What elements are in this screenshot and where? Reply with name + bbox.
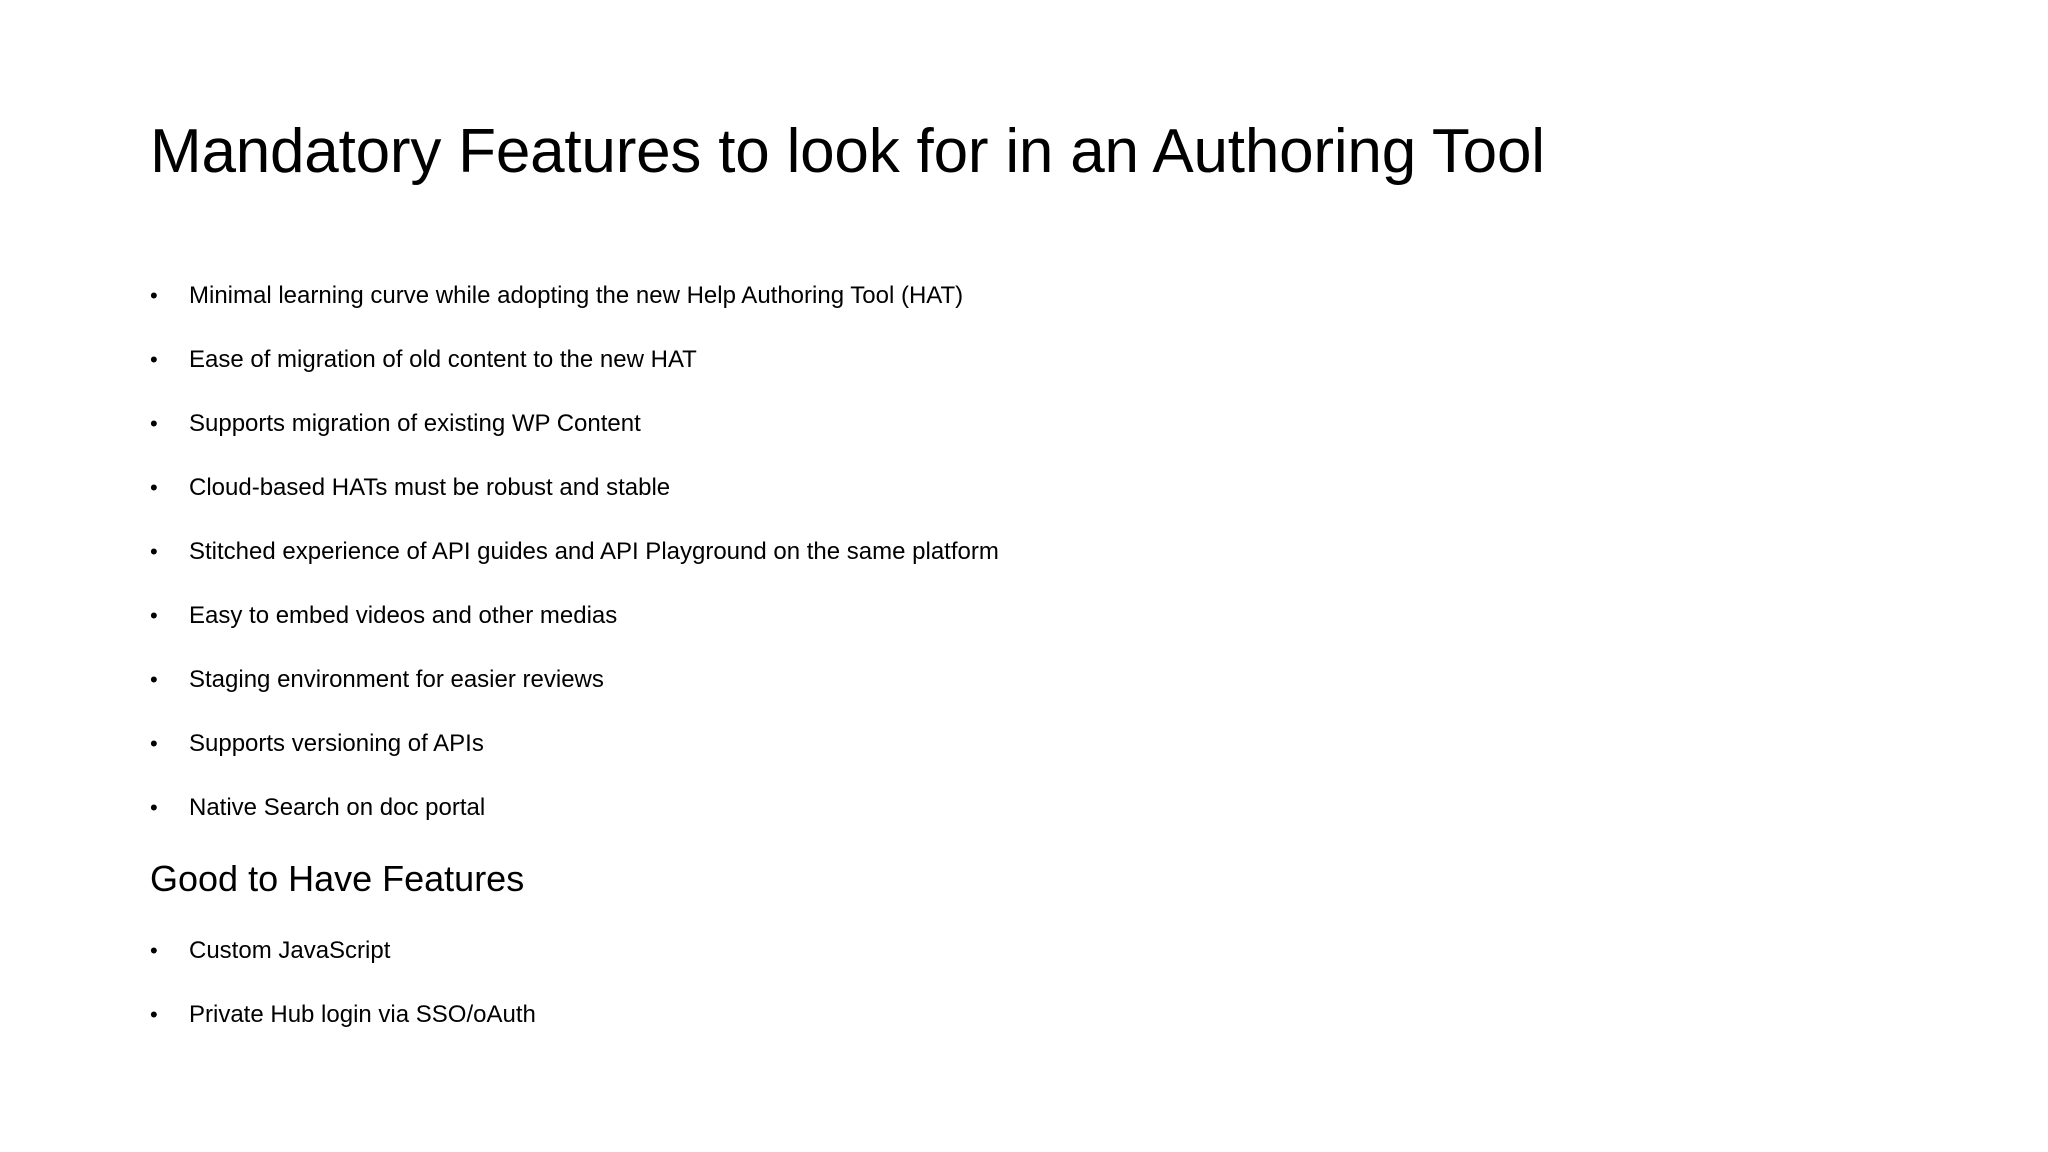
list-item-text: Native Search on doc portal: [189, 794, 486, 821]
list-item-text: Cloud-based HATs must be robust and stable: [189, 474, 671, 501]
bullet-icon: •: [150, 667, 158, 692]
slide-title: Mandatory Features to look for in an Authoring Tool: [150, 117, 1545, 186]
list-item-text: Supports versioning of APIs: [189, 730, 484, 757]
bullet-icon: •: [150, 795, 158, 820]
list-item-text: Stitched experience of API guides and API Playground on the same platform: [189, 538, 999, 565]
bullet-icon: •: [150, 539, 158, 564]
list-item-text: Minimal learning curve while adopting the new Help Authoring Tool (HAT): [189, 282, 964, 309]
list-item-text: Custom JavaScript: [189, 937, 391, 964]
bullet-icon: •: [150, 603, 158, 628]
list-item-text: Staging environment for easier reviews: [189, 666, 604, 693]
list-item-text: Easy to embed videos and other medias: [189, 602, 618, 629]
bullet-icon: •: [150, 475, 158, 500]
bullet-icon: •: [150, 411, 158, 436]
list-item-text: Private Hub login via SSO/oAuth: [189, 1001, 536, 1028]
bullet-icon: •: [150, 938, 158, 963]
section-subheading: Good to Have Features: [150, 858, 525, 899]
bullet-icon: •: [150, 283, 158, 308]
bullet-icon: •: [150, 731, 158, 756]
list-item-text: Ease of migration of old content to the new HAT: [189, 346, 697, 373]
bullet-icon: •: [150, 1002, 158, 1027]
list-item-text: Supports migration of existing WP Content: [189, 410, 641, 437]
bullet-icon: •: [150, 347, 158, 372]
